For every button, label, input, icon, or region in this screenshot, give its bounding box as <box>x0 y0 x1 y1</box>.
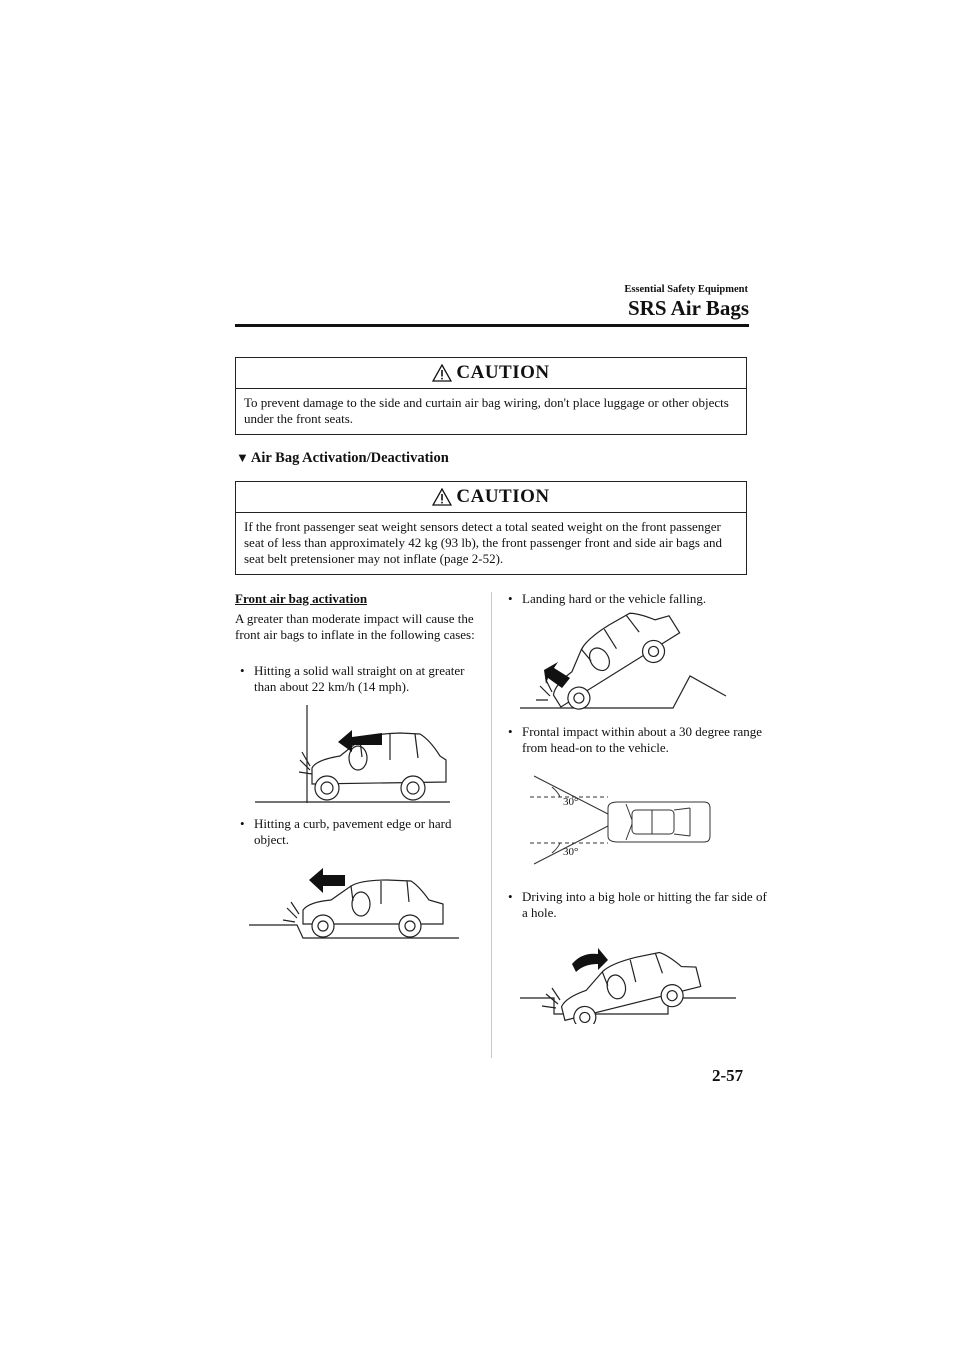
section-heading <box>236 450 449 467</box>
intro-paragraph: A greater than moderate impact will cause the front air bags to inflate in the following cases: <box>235 611 475 642</box>
vehicle-falling-illustration <box>518 612 733 717</box>
bullet-dot-icon: • <box>240 816 245 831</box>
wall-impact-illustration <box>250 700 460 810</box>
page-title: SRS Air Bags <box>628 296 749 320</box>
subheading-front-airbag-activation: Front air bag activation <box>235 591 368 606</box>
caution-label: CAUTION <box>456 362 550 383</box>
caution-text: To prevent damage to the side and curtain air bag wiring, don't place luggage or other objects under the front seats. <box>244 395 729 426</box>
caution-text: If the front passenger seat weight sensors detect a total seated weight on the front passenger seat of less than approximately 42 kg (93 lb), the front passenger front and side air bags and seat belt pretensioner may not inflate (page 2-52). <box>244 519 722 566</box>
curb-impact-illustration <box>247 866 462 946</box>
impact-arrow-icon <box>572 948 608 972</box>
bullet-curb: • Hitting a curb, pavement edge or hard object. <box>240 816 452 847</box>
caution-label: CAUTION <box>456 486 550 507</box>
warning-triangle-icon <box>432 488 452 506</box>
header-section-name: Essential Safety Equipment <box>624 284 748 295</box>
caution-box-weight-sensor <box>235 481 747 575</box>
bullet-dot-icon: • <box>508 889 513 904</box>
bullet-dot-icon: • <box>508 591 513 606</box>
page-number: 2-57 <box>712 1066 744 1085</box>
triangle-down-marker-icon: ▼ <box>236 450 249 465</box>
caution-header <box>236 482 746 513</box>
bullet-dot-icon: • <box>508 724 513 739</box>
impact-arrow-icon <box>309 868 345 893</box>
column-divider <box>491 592 492 1058</box>
angle-label-top: 30° <box>563 796 579 808</box>
bullet-solid-wall: • Hitting a solid wall straight on at greater than about 22 km/h (14 mph). <box>240 663 465 694</box>
bullet-dot-icon: • <box>240 663 245 678</box>
warning-triangle-icon <box>432 364 452 382</box>
bullet-big-hole: • Driving into a big hole or hitting the far side of a hole. <box>508 889 767 920</box>
header-rule <box>235 324 749 327</box>
frontal-angle-illustration <box>528 774 728 866</box>
caution-header <box>236 358 746 389</box>
bullet-landing-hard: • Landing hard or the vehicle falling. <box>508 591 707 606</box>
big-hole-illustration <box>518 934 738 1024</box>
section-heading-text: Air Bag Activation/Deactivation <box>250 450 449 466</box>
angle-label-bottom: 30° <box>563 846 579 858</box>
caution-box-wiring <box>235 357 747 435</box>
bullet-frontal-impact: • Frontal impact within about a 30 degree range from head-on to the vehicle. <box>508 724 763 755</box>
